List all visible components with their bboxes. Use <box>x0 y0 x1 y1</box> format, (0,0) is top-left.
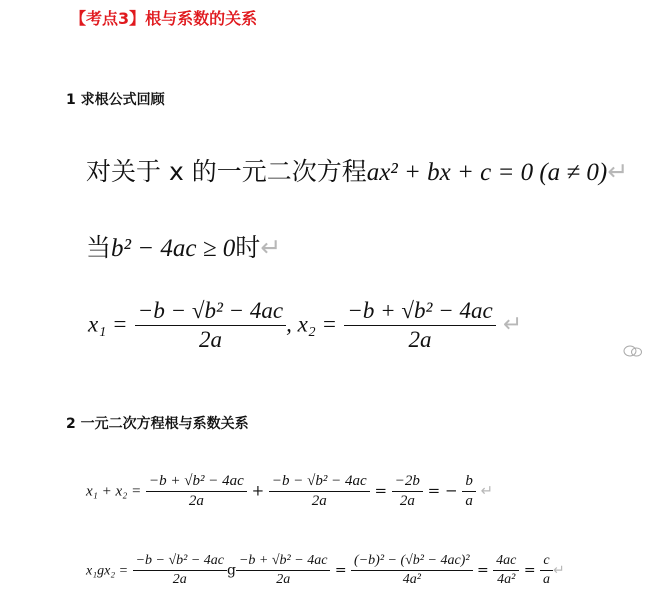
product-result <box>540 553 553 588</box>
section-heading-1: 1 求根公式回顾 <box>66 92 165 108</box>
section-heading-2: 2 一元二次方程根与系数关系 <box>66 416 249 432</box>
x2-lhs: , x₂ = <box>286 311 338 337</box>
product-fraction-2 <box>236 553 330 588</box>
product-result-numerator: c <box>540 553 552 571</box>
x1-lhs: x₁ = <box>88 311 128 337</box>
x2-fraction <box>344 298 495 353</box>
page-title: 【考点3】根与系数的关系 <box>70 9 258 28</box>
sum-denominator-1: 2a <box>188 493 204 509</box>
return-mark: ↵ <box>607 157 629 186</box>
sum-numerator-2: −b − √b² − 4ac <box>269 473 370 492</box>
product-numerator-3: (−b)² − (√b² − 4ac)² <box>351 553 472 571</box>
condition-prefix: 当 <box>86 233 112 262</box>
x1-numerator: −b − √b² − 4ac <box>135 298 286 326</box>
condition-suffix: 时 <box>235 233 261 262</box>
product-numerator-4: 4ac <box>493 553 519 571</box>
product-relation: x₁gx₂ = $\frac{\text{−b − √b² − 4ac}}{2a}$ g $\frac{\text{−b + √b² − 4ac}}{2a}$ = $\frac{\text{(−b)² − (√b² − 4ac)²}}{\text{4a²}}$ = $\frac{4ac}{\text{4a²}}$ = $\frac{c}{a}$ ↵ <box>86 553 565 587</box>
equation-statement <box>86 152 628 188</box>
discriminant: b² − 4ac ≥ 0 <box>111 235 236 262</box>
product-numerator-2: −b + √b² − 4ac <box>236 553 330 571</box>
sum-result <box>462 473 476 510</box>
wechat-icon <box>623 345 643 357</box>
product-fraction-4 <box>493 553 519 588</box>
sum-fraction-2 <box>269 473 370 510</box>
sum-fraction-1 <box>146 473 247 510</box>
product-denominator-4: 4a² <box>497 572 516 587</box>
sum-numerator-3: −2b <box>392 473 423 492</box>
statement-text: 对关于 x 的一元二次方程 <box>86 157 367 186</box>
product-denominator-1: 2a <box>172 572 187 587</box>
sum-numerator-1: −b + √b² − 4ac <box>146 473 247 492</box>
quadratic-equation: ax² + bx + c = 0 (a ≠ 0) <box>366 159 608 186</box>
sum-result-denominator: a <box>465 493 473 509</box>
sum-denominator-3: 2a <box>399 493 415 509</box>
return-mark: ↵ <box>553 562 565 579</box>
product-denominator-3: 4a² <box>402 572 421 587</box>
x1-fraction <box>135 298 286 353</box>
product-lhs: x₁gx₂ = <box>86 563 129 579</box>
sum-fraction-3 <box>392 473 423 510</box>
sum-relation: x₁ + x₂ = $\frac{\text{−b + √b² − 4ac}}{2a}$ + $\frac{\text{−b − √b² − 4ac}}{2a}$ = $\frac{-2b}{2a}$ = − $\frac{b}{a}$ ↵ <box>86 473 494 509</box>
return-mark: ↵ <box>260 233 282 262</box>
product-denominator-2: 2a <box>276 572 291 587</box>
product-result-denominator: a <box>543 572 551 587</box>
x2-numerator: −b + √b² − 4ac <box>344 298 495 326</box>
return-mark: ↵ <box>503 311 523 338</box>
sum-lhs: x₁ + x₂ = <box>86 483 142 500</box>
product-fraction-3 <box>351 553 472 588</box>
discriminant-condition <box>86 228 281 264</box>
product-numerator-1: −b − √b² − 4ac <box>133 553 227 571</box>
return-mark: ↵ <box>480 481 494 500</box>
root-formula <box>88 298 522 353</box>
sum-result-numerator: b <box>462 473 476 492</box>
sum-denominator-2: 2a <box>311 493 327 509</box>
product-fraction-1 <box>133 553 227 588</box>
x2-denominator: 2a <box>408 327 432 352</box>
x1-denominator: 2a <box>198 327 222 352</box>
